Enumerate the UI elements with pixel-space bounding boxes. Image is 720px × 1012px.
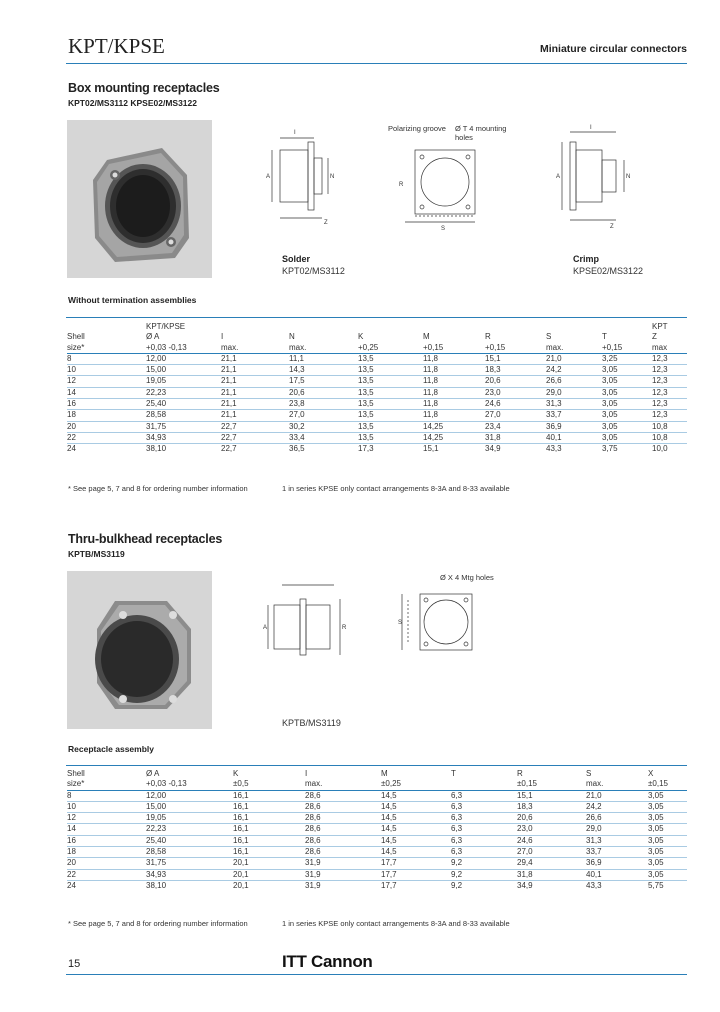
table1-cell: 3,05 bbox=[602, 376, 652, 387]
svg-text:R: R bbox=[342, 625, 347, 631]
table2-cell: 17,7 bbox=[381, 880, 451, 891]
table2-cell: 18 bbox=[67, 847, 146, 858]
crimp-title: Crimp bbox=[573, 254, 600, 264]
table1-cell: 31,8 bbox=[485, 432, 546, 443]
table2-cell: 14,5 bbox=[381, 847, 451, 858]
table2-cell: 6,3 bbox=[451, 847, 517, 858]
table1-row bbox=[67, 410, 687, 421]
table1-cell: 12,3 bbox=[652, 387, 687, 398]
bulkhead-photo bbox=[67, 571, 212, 729]
table2-cell: 14,5 bbox=[381, 835, 451, 846]
table1-cell: 3,75 bbox=[602, 444, 652, 455]
mounting-holes-label: Ø T 4 mounting holes bbox=[455, 124, 507, 142]
table1-cell: 33,4 bbox=[289, 432, 358, 443]
table2-row bbox=[67, 858, 687, 869]
table1-cell: 14,25 bbox=[423, 421, 485, 432]
table2-cell: 27,0 bbox=[517, 847, 586, 858]
table2-cell: 16,1 bbox=[233, 847, 305, 858]
table2-cell: 14,5 bbox=[381, 813, 451, 824]
table2-top-rule bbox=[66, 765, 687, 766]
table1-cell: 3,05 bbox=[602, 432, 652, 443]
table2-cell: 28,6 bbox=[305, 801, 381, 812]
table2-cell: 34,93 bbox=[146, 869, 233, 880]
table2-cell: 28,6 bbox=[305, 835, 381, 846]
table1-cell: 27,0 bbox=[289, 410, 358, 421]
table2-cell: 20,1 bbox=[233, 858, 305, 869]
table1-cell: 17,3 bbox=[358, 444, 423, 455]
table1-cell: 11,8 bbox=[423, 387, 485, 398]
svg-text:R: R bbox=[399, 182, 404, 188]
table2-cell: 28,6 bbox=[305, 790, 381, 801]
table2-cell: 29,4 bbox=[517, 858, 586, 869]
table1-cell: 21,1 bbox=[221, 399, 289, 410]
table2-cell: 20 bbox=[67, 858, 146, 869]
table2-cell: 36,9 bbox=[586, 858, 648, 869]
table2-cell: 31,9 bbox=[305, 880, 381, 891]
table1-cell: 23,0 bbox=[485, 387, 546, 398]
table1-cell: 24 bbox=[67, 444, 146, 455]
bulkhead-front-drawing bbox=[398, 584, 488, 664]
page-number: 15 bbox=[68, 958, 81, 970]
table1-cell: 23,4 bbox=[485, 421, 546, 432]
table2-cell: 31,9 bbox=[305, 869, 381, 880]
table2-row bbox=[67, 880, 687, 891]
table1-cell: 28,58 bbox=[146, 410, 221, 421]
bulkhead-part: KPTB/MS3119 bbox=[282, 718, 341, 728]
table1-row bbox=[67, 444, 687, 455]
table2-cell: 8 bbox=[67, 790, 146, 801]
table1-cell: 21,1 bbox=[221, 353, 289, 364]
table2-cell: 16,1 bbox=[233, 835, 305, 846]
table1-body bbox=[67, 353, 687, 454]
table2-cell: 6,3 bbox=[451, 801, 517, 812]
table1-top-rule bbox=[66, 317, 687, 318]
table1-cell: 15,00 bbox=[146, 365, 221, 376]
table1-cell: 21,1 bbox=[221, 365, 289, 376]
table2-cell: 25,40 bbox=[146, 835, 233, 846]
table1-row bbox=[67, 432, 687, 443]
table1-cell: 20,6 bbox=[289, 387, 358, 398]
page-title: KPT/KPSE bbox=[68, 34, 165, 58]
table2-cell: 19,05 bbox=[146, 813, 233, 824]
svg-text:A: A bbox=[556, 174, 561, 180]
table1-cell: 34,93 bbox=[146, 432, 221, 443]
table2-cell: 16,1 bbox=[233, 801, 305, 812]
table2-cell: 23,0 bbox=[517, 824, 586, 835]
table2-row bbox=[67, 869, 687, 880]
table2-title: Receptacle assembly bbox=[68, 744, 154, 754]
table2-cell: 10 bbox=[67, 801, 146, 812]
table2-cell: 6,3 bbox=[451, 835, 517, 846]
table1-cell: 22,7 bbox=[221, 444, 289, 455]
table2-cell: 16,1 bbox=[233, 824, 305, 835]
table2-cell: 17,7 bbox=[381, 869, 451, 880]
table2-cell: 22,23 bbox=[146, 824, 233, 835]
table2-row bbox=[67, 801, 687, 812]
connector-photo-illustration bbox=[67, 120, 212, 278]
solder-part: KPT02/MS3112 bbox=[282, 266, 345, 276]
table2-cell: 20,1 bbox=[233, 869, 305, 880]
table1-cell: 22,23 bbox=[146, 387, 221, 398]
table1-title: Without termination assemblies bbox=[68, 295, 197, 305]
table1-note-left: * See page 5, 7 and 8 for ordering number information bbox=[68, 484, 248, 493]
table2-cell: 3,05 bbox=[648, 869, 687, 880]
table2-cell: 17,7 bbox=[381, 858, 451, 869]
table2-cell: 24,6 bbox=[517, 835, 586, 846]
table1-cell: 12,3 bbox=[652, 399, 687, 410]
table2-cell: 24 bbox=[67, 880, 146, 891]
table1-cell: 3,05 bbox=[602, 365, 652, 376]
table1-cell: 31,3 bbox=[546, 399, 602, 410]
table1-cell: 11,8 bbox=[423, 353, 485, 364]
table1-cell: 12,3 bbox=[652, 365, 687, 376]
table1-cell: 24,2 bbox=[546, 365, 602, 376]
svg-text:S: S bbox=[398, 620, 403, 626]
table2-cell: 28,6 bbox=[305, 824, 381, 835]
table1-row bbox=[67, 376, 687, 387]
table2-cell: 21,0 bbox=[586, 790, 648, 801]
table1-cell: 18 bbox=[67, 410, 146, 421]
svg-text:Z: Z bbox=[610, 224, 614, 230]
svg-text:I: I bbox=[294, 130, 296, 136]
table1-cell: 34,9 bbox=[485, 444, 546, 455]
table1-cell: 22 bbox=[67, 432, 146, 443]
table2-cell: 26,6 bbox=[586, 813, 648, 824]
table1-cell: 11,8 bbox=[423, 399, 485, 410]
table2-cell: 29,0 bbox=[586, 824, 648, 835]
table2-cell: 14,5 bbox=[381, 790, 451, 801]
table2-header-row2: Shell Ø A K I M T R S X bbox=[67, 769, 654, 779]
table1-cell: 12,3 bbox=[652, 410, 687, 421]
table1-cell: 33,7 bbox=[546, 410, 602, 421]
svg-text:N: N bbox=[330, 174, 335, 180]
table1-cell: 11,8 bbox=[423, 376, 485, 387]
table1-cell: 12 bbox=[67, 376, 146, 387]
table2-cell: 34,9 bbox=[517, 880, 586, 891]
table2-cell: 6,3 bbox=[451, 790, 517, 801]
bulkhead-side-drawing bbox=[262, 577, 352, 665]
table2-cell: 3,05 bbox=[648, 790, 687, 801]
header-rule bbox=[66, 63, 687, 64]
table1-cell: 40,1 bbox=[546, 432, 602, 443]
table1-cell: 18,3 bbox=[485, 365, 546, 376]
table2-cell: 12,00 bbox=[146, 790, 233, 801]
svg-text:N: N bbox=[626, 174, 631, 180]
table1-cell: 26,6 bbox=[546, 376, 602, 387]
table2-note-right: 1 in series KPSE only contact arrangements 8-3A and 8-33 available bbox=[282, 919, 510, 928]
table1-row bbox=[67, 421, 687, 432]
table1-cell: 10,0 bbox=[652, 444, 687, 455]
svg-text:A: A bbox=[263, 625, 268, 631]
table2-cell: 12 bbox=[67, 813, 146, 824]
table2-cell: 5,75 bbox=[648, 880, 687, 891]
table1-cell: 27,0 bbox=[485, 410, 546, 421]
table1-cell: 19,05 bbox=[146, 376, 221, 387]
table1-cell: 12,00 bbox=[146, 353, 221, 364]
table2-cell: 14,5 bbox=[381, 824, 451, 835]
table1-cell: 25,40 bbox=[146, 399, 221, 410]
table1-row bbox=[67, 365, 687, 376]
table2-cell: 31,9 bbox=[305, 858, 381, 869]
table1-note-right: 1 in series KPSE only contact arrangements 8-3A and 8-33 available bbox=[282, 484, 510, 493]
table1-cell: 13,5 bbox=[358, 376, 423, 387]
table1-header-row3: size* +0,03 -0,13 max. max. +0,25 +0,15 +0,15 max. +0,15 max bbox=[67, 342, 668, 352]
table2-cell: 9,2 bbox=[451, 869, 517, 880]
table2-cell: 9,2 bbox=[451, 858, 517, 869]
receptacle-photo bbox=[67, 120, 212, 278]
section2-subheading: KPTB/MS3119 bbox=[68, 549, 125, 559]
table1-cell: 21,1 bbox=[221, 387, 289, 398]
table2-cell: 20,1 bbox=[233, 880, 305, 891]
table2-cell: 24,2 bbox=[586, 801, 648, 812]
section1-heading: Box mounting receptacles bbox=[68, 81, 220, 95]
svg-text:I: I bbox=[590, 125, 592, 131]
table1-cell: 14,3 bbox=[289, 365, 358, 376]
table2-cell: 40,1 bbox=[586, 869, 648, 880]
table1-cell: 10 bbox=[67, 365, 146, 376]
table2-cell: 31,3 bbox=[586, 835, 648, 846]
table2-header-row3: size* +0,03 -0,13 ±0,5 max. ±0,25 ±0,15 max. ±0,15 bbox=[67, 779, 668, 789]
table1-cell: 3,05 bbox=[602, 399, 652, 410]
table1-cell: 30,2 bbox=[289, 421, 358, 432]
crimp-side-drawing bbox=[552, 120, 642, 230]
table2-cell: 3,05 bbox=[648, 835, 687, 846]
table2-cell: 31,75 bbox=[146, 858, 233, 869]
table1-cell: 21,0 bbox=[546, 353, 602, 364]
table2-cell: 28,6 bbox=[305, 847, 381, 858]
table1-cell: 24,6 bbox=[485, 399, 546, 410]
table1-cell: 17,5 bbox=[289, 376, 358, 387]
crimp-part: KPSE02/MS3122 bbox=[573, 266, 644, 276]
brand-logo: ITT Cannon bbox=[282, 952, 373, 971]
solder-side-drawing bbox=[258, 120, 348, 230]
table2-cell: 31,8 bbox=[517, 869, 586, 880]
table2 bbox=[67, 769, 687, 891]
solder-title: Solder bbox=[282, 254, 311, 264]
table1-cell: 36,9 bbox=[546, 421, 602, 432]
table2-cell: 22 bbox=[67, 869, 146, 880]
table1-cell: 31,75 bbox=[146, 421, 221, 432]
table1-row bbox=[67, 399, 687, 410]
table1-cell: 11,8 bbox=[423, 365, 485, 376]
bulkhead-mounting-holes-label: Ø X 4 Mtg holes bbox=[440, 573, 494, 582]
table1-cell: 3,25 bbox=[602, 353, 652, 364]
table1-cell: 21,1 bbox=[221, 410, 289, 421]
table2-row bbox=[67, 824, 687, 835]
table2-cell: 20,6 bbox=[517, 813, 586, 824]
table1-cell: 36,5 bbox=[289, 444, 358, 455]
table2-cell: 16,1 bbox=[233, 813, 305, 824]
table2-row bbox=[67, 835, 687, 846]
table1-cell: 20 bbox=[67, 421, 146, 432]
table1-row bbox=[67, 387, 687, 398]
table1 bbox=[67, 322, 687, 455]
table2-cell: 3,05 bbox=[648, 847, 687, 858]
table2-cell: 14,5 bbox=[381, 801, 451, 812]
table2-row bbox=[67, 847, 687, 858]
table1-cell: 38,10 bbox=[146, 444, 221, 455]
table1-cell: 3,05 bbox=[602, 387, 652, 398]
svg-text:S: S bbox=[441, 226, 446, 232]
table1-cell: 12,3 bbox=[652, 353, 687, 364]
table1-cell: 10,8 bbox=[652, 421, 687, 432]
table1-cell: 16 bbox=[67, 399, 146, 410]
table2-cell: 6,3 bbox=[451, 813, 517, 824]
table1-cell: 15,1 bbox=[423, 444, 485, 455]
table1-cell: 43,3 bbox=[546, 444, 602, 455]
table1-cell: 29,0 bbox=[546, 387, 602, 398]
table2-cell: 14 bbox=[67, 824, 146, 835]
table1-cell: 21,1 bbox=[221, 376, 289, 387]
table1-cell: 14,25 bbox=[423, 432, 485, 443]
table1-cell: 22,7 bbox=[221, 432, 289, 443]
table2-cell: 3,05 bbox=[648, 801, 687, 812]
section2-heading: Thru-bulkhead receptacles bbox=[68, 532, 223, 546]
table2-cell: 3,05 bbox=[648, 858, 687, 869]
table2-row bbox=[67, 813, 687, 824]
table1-cell: 10,8 bbox=[652, 432, 687, 443]
footer-rule bbox=[66, 974, 687, 975]
table2-cell: 28,58 bbox=[146, 847, 233, 858]
section1-subheading: KPT02/MS3112 KPSE02/MS3122 bbox=[68, 98, 197, 108]
table1-cell: 13,5 bbox=[358, 365, 423, 376]
table1-cell: 13,5 bbox=[358, 432, 423, 443]
table1-cell: 12,3 bbox=[652, 376, 687, 387]
table2-cell: 33,7 bbox=[586, 847, 648, 858]
table1-cell: 13,5 bbox=[358, 421, 423, 432]
table1-cell: 20,6 bbox=[485, 376, 546, 387]
table2-cell: 38,10 bbox=[146, 880, 233, 891]
table1-cell: 13,5 bbox=[358, 353, 423, 364]
table2-cell: 9,2 bbox=[451, 880, 517, 891]
svg-text:A: A bbox=[266, 174, 271, 180]
table2-cell: 15,00 bbox=[146, 801, 233, 812]
table2-row bbox=[67, 790, 687, 801]
polarizing-groove-label: Polarizing groove bbox=[388, 124, 446, 133]
bulkhead-photo-illustration bbox=[67, 571, 212, 729]
table1-cell: 11,8 bbox=[423, 410, 485, 421]
table2-cell: 3,05 bbox=[648, 824, 687, 835]
table2-body bbox=[67, 790, 687, 891]
table1-row bbox=[67, 353, 687, 364]
table1-cell: 8 bbox=[67, 353, 146, 364]
table2-note-left: * See page 5, 7 and 8 for ordering number information bbox=[68, 919, 248, 928]
table1-header-row2: Shell Ø A I N K M R S T Z bbox=[67, 332, 657, 342]
table1-cell: 3,05 bbox=[602, 410, 652, 421]
table1-header-row1: KPT/KPSE KPT bbox=[146, 322, 668, 332]
table2-cell: 6,3 bbox=[451, 824, 517, 835]
table1-cell: 23,8 bbox=[289, 399, 358, 410]
table2-cell: 16,1 bbox=[233, 790, 305, 801]
svg-text:Z: Z bbox=[324, 220, 328, 226]
table1-cell: 13,5 bbox=[358, 399, 423, 410]
table2-cell: 18,3 bbox=[517, 801, 586, 812]
table1-cell: 11,1 bbox=[289, 353, 358, 364]
table1-cell: 13,5 bbox=[358, 387, 423, 398]
table1-cell: 15,1 bbox=[485, 353, 546, 364]
table2-cell: 28,6 bbox=[305, 813, 381, 824]
table2-cell: 3,05 bbox=[648, 813, 687, 824]
table1-cell: 13,5 bbox=[358, 410, 423, 421]
table2-cell: 15,1 bbox=[517, 790, 586, 801]
flange-front-drawing bbox=[395, 142, 490, 234]
table1-cell: 3,05 bbox=[602, 421, 652, 432]
table1-cell: 22,7 bbox=[221, 421, 289, 432]
table1-cell: 14 bbox=[67, 387, 146, 398]
table2-cell: 16 bbox=[67, 835, 146, 846]
page-subtitle: Miniature circular connectors bbox=[539, 43, 687, 55]
table2-cell: 43,3 bbox=[586, 880, 648, 891]
